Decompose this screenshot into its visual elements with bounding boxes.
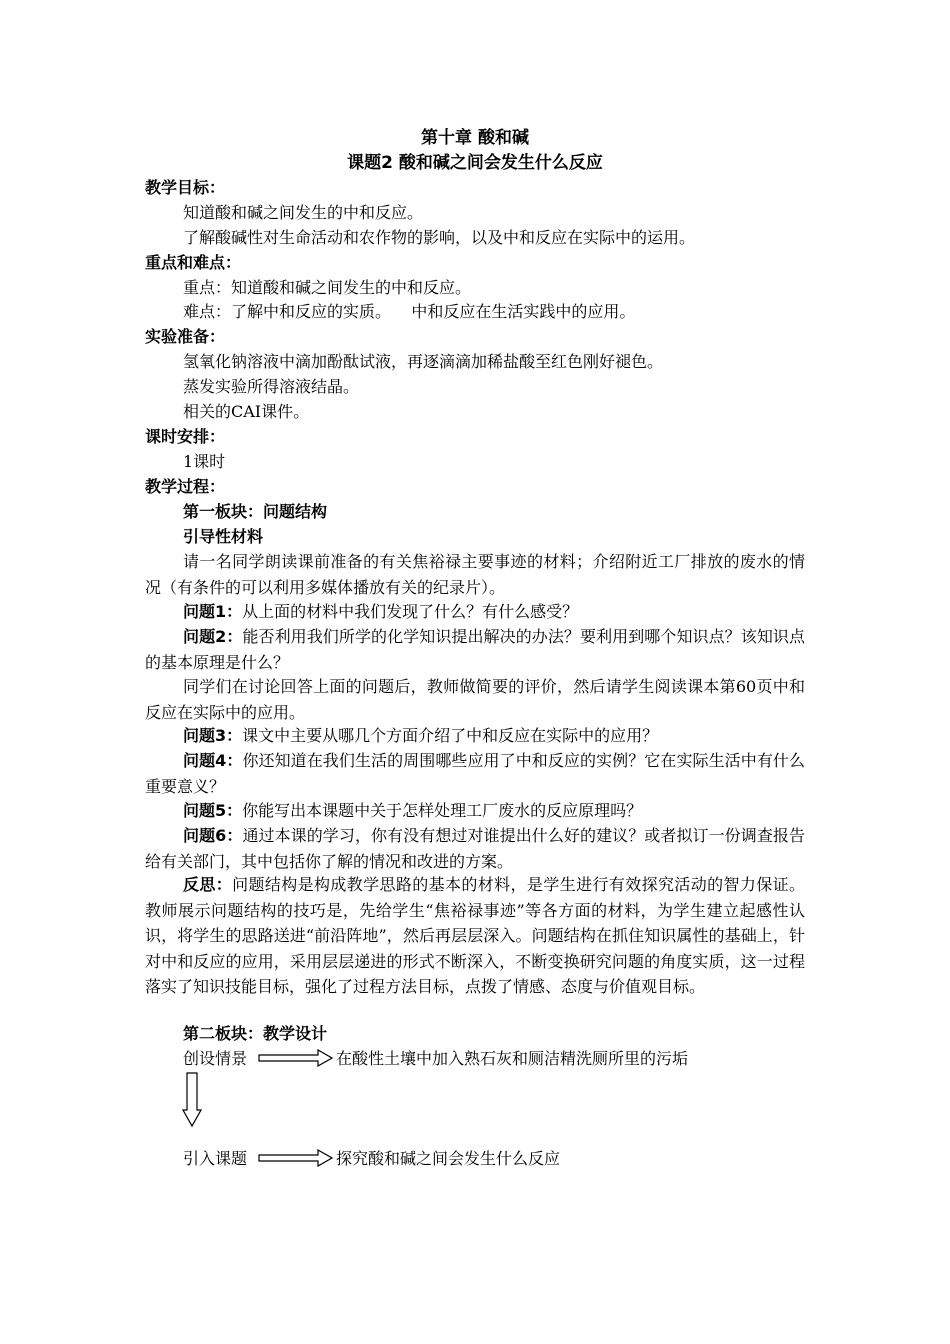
- process-heading: 教学过程：: [145, 477, 226, 496]
- question-label: 问题3：: [183, 726, 243, 745]
- keypoints-heading: 重点和难点：: [145, 253, 242, 272]
- schedule-heading: 课时安排：: [145, 427, 226, 446]
- question-text: 通过本课的学习，你有没有想过对谁提出什么好的建议？或者拟订一份调查报告给有关部门，其中包括你了解的情况和改进的方案。: [145, 826, 805, 871]
- intro-paragraph: 请一名同学朗读课前准备的有关焦裕禄主要事迹的材料；介绍附近工厂排放的废水的情况（有条件的可以利用多媒体播放有关的纪录片）。: [145, 552, 805, 597]
- question-1: [145, 599, 805, 625]
- objectives-heading: 教学目标：: [145, 178, 226, 197]
- question-4: [145, 748, 805, 799]
- right-arrow-icon: [258, 1049, 334, 1067]
- reflection-paragraph: [145, 872, 805, 1000]
- question-2: [145, 624, 805, 675]
- question-text: 你还知道在我们生活的周围哪些应用了中和反应的实例？它在实际生活中有什么重要意义？: [145, 751, 805, 796]
- objective-item: 知道酸和碱之间发生的中和反应。: [183, 203, 424, 222]
- question-text: 你能写出本课题中关于怎样处理工厂废水的反应原理吗？: [242, 801, 643, 820]
- question-label: 问题4：: [183, 751, 243, 770]
- question-text: 课文中主要从哪几个方面介绍了中和反应在实际中的应用？: [242, 726, 659, 745]
- question-5: [145, 798, 805, 824]
- flow-step-1-text: 在酸性土壤中加入熟石灰和厕洁精洗厕所里的污垢: [336, 1049, 689, 1068]
- question-label: 问题6：: [183, 826, 243, 845]
- down-arrow-icon: [182, 1072, 202, 1128]
- difficult-point: 难点：了解中和反应的实质。 中和反应在生活实践中的应用。: [183, 302, 636, 321]
- question-text: 从上面的材料中我们发现了什么？有什么感受？: [242, 602, 579, 621]
- question-6: [145, 823, 805, 874]
- reflection-label: 反思：: [183, 875, 233, 894]
- flow-step-2-text: 探究酸和碱之间会发生什么反应: [336, 1149, 561, 1168]
- preparation-item: 相关的CAI课件。: [183, 402, 310, 421]
- chapter-title: 第十章 酸和碱: [421, 128, 529, 148]
- right-arrow-icon: [258, 1149, 334, 1167]
- question-label: 问题5：: [183, 801, 243, 820]
- schedule-value: 1课时: [183, 452, 226, 471]
- question-label: 问题1：: [183, 602, 243, 621]
- flow-step-1-label: 创设情景: [183, 1049, 248, 1068]
- lesson-title: 课题2 酸和碱之间会发生什么反应: [347, 153, 603, 173]
- question-label: 问题2：: [183, 627, 243, 646]
- flow-step-2-label: 引入课题: [183, 1149, 248, 1168]
- block2-title: 第二板块：教学设计: [183, 1024, 328, 1043]
- preparation-heading: 实验准备：: [145, 327, 226, 346]
- material-title: 引导性材料: [183, 527, 264, 546]
- preparation-item: 蒸发实验所得溶液结晶。: [183, 377, 360, 396]
- block1-title: 第一板块：问题结构: [183, 502, 328, 521]
- preparation-item: 氢氧化钠溶液中滴加酚酞试液，再逐滴滴加稀盐酸至红色刚好褪色。: [183, 352, 664, 371]
- question-3: [145, 723, 805, 749]
- objective-item: 了解酸碱性对生命活动和农作物的影响，以及中和反应在实际中的运用。: [183, 228, 696, 247]
- question-text: 能否利用我们所学的化学知识提出解决的办法？要利用到哪个知识点？该知识点的基本原理是什么？: [145, 627, 805, 672]
- discussion-paragraph: 同学们在讨论回答上面的问题后，教师做简要的评价，然后请学生阅读课本第60页中和反应在实际中的应用。: [145, 677, 805, 722]
- key-point: 重点：知道酸和碱之间发生的中和反应。: [183, 278, 472, 297]
- reflection-text: 问题结构是构成教学思路的基本的材料，是学生进行有效探究活动的智力保证。教师展示问题结构的技巧是，先给学生“焦裕禄事迹”等各方面的材料，为学生建立起感性认识，将学生的思路送进“前沿阵地”，然后再层层深入。问题结构在抓住知识属性的基础上，针对中和反应的应用，采用层层递进的形式不断深入，不断变换研究问题的角度实质，这一过程落实了知识技能目标，强化了过程方法目标，点拨了情感、态度与价值观目标。: [145, 875, 805, 996]
